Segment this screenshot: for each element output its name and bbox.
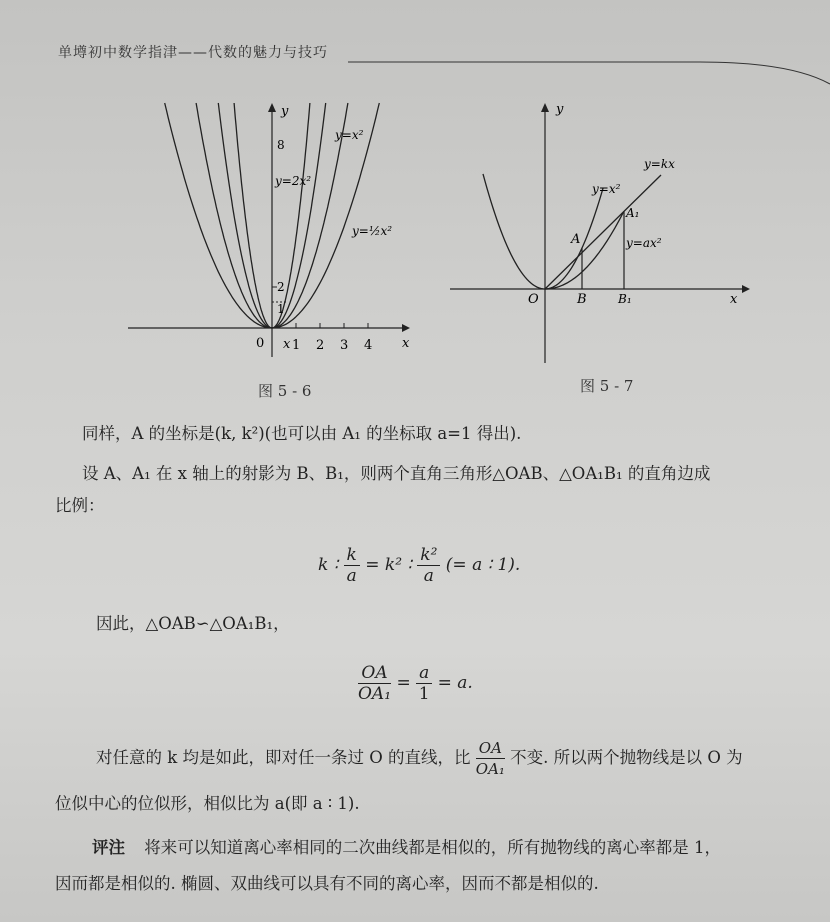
curve-label-x2: y=x² bbox=[592, 182, 621, 196]
point-B1-label: B₁ bbox=[618, 292, 632, 306]
note-line-2: 因而都是相似的. 椭圆、双曲线可以具有不同的离心率，因而不都是相似的. bbox=[55, 874, 599, 893]
formula-k: k ∶ bbox=[318, 555, 339, 575]
x-axis-label: x bbox=[283, 337, 291, 352]
formula-tail: = a. bbox=[437, 673, 473, 693]
fraction-denominator: 1 bbox=[418, 684, 430, 704]
fraction-k-over-a bbox=[344, 545, 360, 586]
fraction-k2-over-a bbox=[417, 545, 440, 586]
curve-label-x2: y=x² bbox=[335, 128, 364, 142]
paragraph-1: 同样，A 的坐标是(k, k²)(也可以由 A₁ 的坐标取 a=1 得出). bbox=[82, 424, 522, 443]
curve-label-2x2: y=2x² bbox=[275, 174, 312, 188]
figure-5-6 bbox=[120, 95, 420, 365]
formula-ratio bbox=[358, 663, 473, 704]
figure-5-6-caption: 图 5 - 6 bbox=[258, 382, 312, 400]
note-line-1 bbox=[92, 836, 721, 860]
point-A1-label: A₁ bbox=[626, 206, 640, 220]
fraction-numerator: a bbox=[416, 663, 432, 684]
origin-label: 0 bbox=[256, 336, 265, 351]
point-A-label: A bbox=[571, 232, 581, 247]
fraction-denominator: a bbox=[346, 566, 357, 586]
point-B-label: B bbox=[577, 292, 587, 307]
fraction-numerator: OA bbox=[476, 738, 505, 759]
x-axis-label: x bbox=[402, 336, 410, 351]
note-label: 评注 bbox=[92, 838, 125, 857]
curve-label-ax2: y=ax² bbox=[626, 236, 662, 250]
paragraph-4-line-2: 位似中心的位似形，相似比为 a(即 a ∶ 1). bbox=[55, 794, 360, 813]
paragraph-3: 因此，△OAB∽△OA₁B₁， bbox=[96, 614, 290, 633]
x-axis-label: x bbox=[730, 292, 738, 307]
header-text: 单墫初中数学指津——代数的魅力与技巧 bbox=[58, 45, 328, 61]
fraction-denominator: OA₁ bbox=[358, 684, 392, 704]
fraction-denominator: OA₁ bbox=[475, 760, 505, 778]
formula-proportion bbox=[318, 545, 520, 586]
fraction-numerator: k² bbox=[417, 545, 440, 566]
formula-equals: = bbox=[396, 673, 411, 693]
y-axis-label: y bbox=[556, 102, 564, 117]
formula-middle: = k² ∶ bbox=[365, 555, 412, 575]
p4-pre: 对任意的 k 均是如此，即对任一条过 O 的直线，比 bbox=[96, 748, 471, 767]
y-tick-8: 8 bbox=[277, 138, 285, 152]
paragraph-4-line-1 bbox=[96, 738, 743, 779]
y-axis-label: y bbox=[281, 104, 289, 119]
note-text-1: 将来可以知道离心率相同的二次曲线都是相似的，所有抛物线的离心率都是 1， bbox=[144, 838, 721, 857]
formula-tail: (= a ∶ 1). bbox=[445, 555, 521, 575]
x-tick-3: 3 bbox=[340, 338, 349, 353]
paragraph-2-line-1: 设 A、A₁ 在 x 轴上的射影为 B、B₁，则两个直角三角形△OAB、△OA₁B₁ 的直角边成 bbox=[82, 464, 711, 483]
origin-label: O bbox=[528, 292, 539, 307]
curve-y-x2 bbox=[483, 174, 603, 289]
fraction-OA-over-OA1 bbox=[358, 663, 391, 704]
figure-5-7 bbox=[448, 95, 758, 365]
header-rule bbox=[0, 0, 830, 100]
x-tick-1: 1 bbox=[292, 338, 301, 353]
fraction-numerator: OA bbox=[358, 663, 391, 684]
p4-post: 不变. 所以两个抛物线是以 O 为 bbox=[510, 748, 743, 767]
figure-5-7-caption: 图 5 - 7 bbox=[580, 377, 634, 395]
y-tick-1: 1 bbox=[277, 302, 285, 316]
line-label-kx: y=kx bbox=[644, 157, 675, 171]
fraction-numerator: k bbox=[344, 545, 360, 566]
fraction-a-over-1 bbox=[416, 663, 432, 704]
fraction-denominator: a bbox=[423, 566, 434, 586]
curve-label-half-x2: y=½x² bbox=[352, 224, 393, 238]
y-tick-2: 2 bbox=[277, 280, 285, 294]
paragraph-2-line-2: 比例： bbox=[55, 496, 105, 515]
x-tick-4: 4 bbox=[364, 338, 373, 353]
x-tick-2: 2 bbox=[316, 338, 325, 353]
fraction-OA-over-OA1 bbox=[476, 738, 505, 779]
